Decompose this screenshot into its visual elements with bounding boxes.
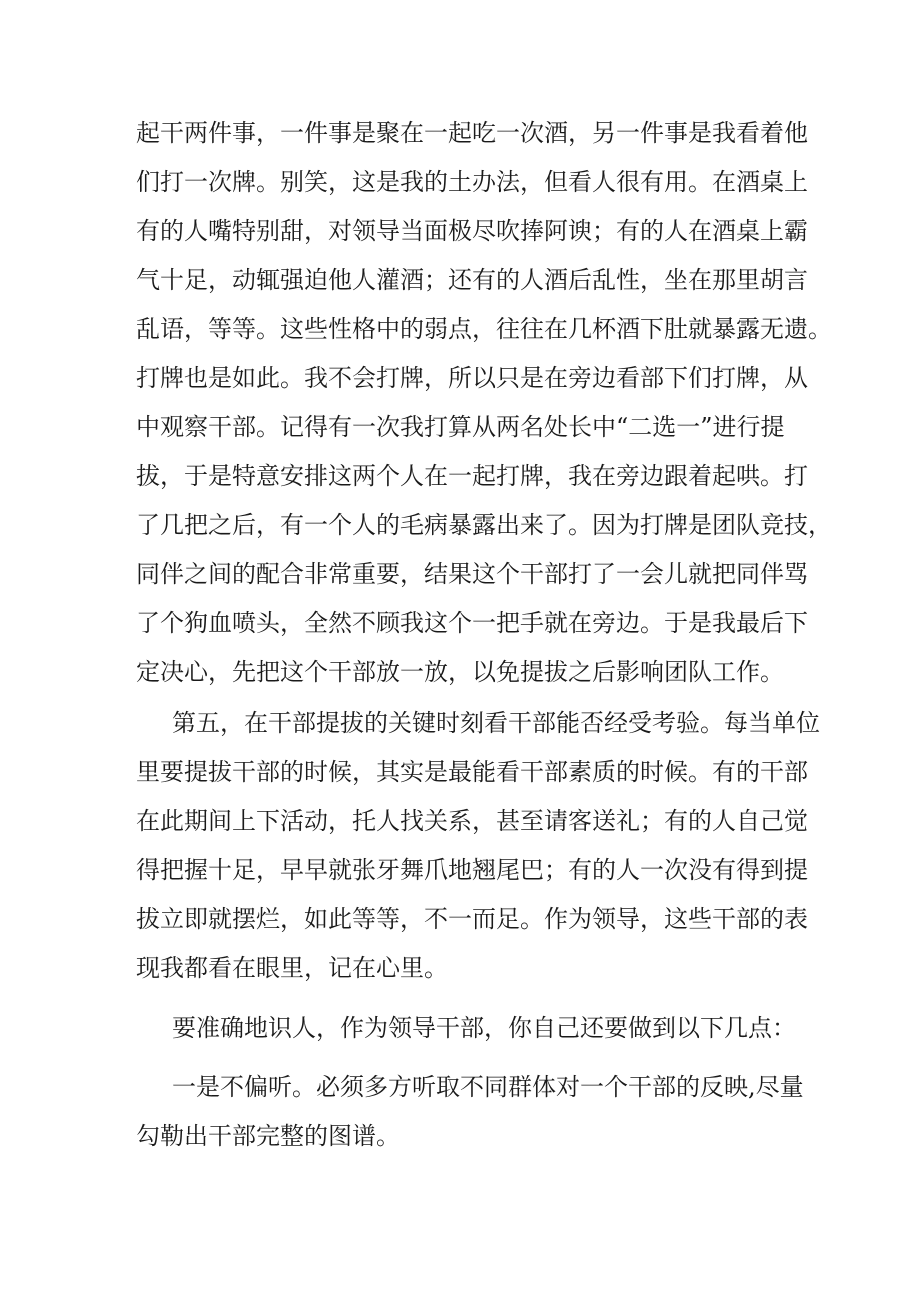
paragraph-4-line-2: 勾勒出干部完整的图谱。 xyxy=(136,1122,400,1150)
paragraph-1-line-9: 了几把之后，有一个人的毛病暴露出来了。因为打牌是团队竞技， xyxy=(136,511,832,539)
paragraph-2-line-2: 里要提拔干部的时候，其实是最能看干部素质的时候。有的干部 xyxy=(136,758,808,786)
paragraph-1-line-11: 了个狗血喷头，全然不顾我这个一把手就在旁边。于是我最后下 xyxy=(136,609,808,637)
paragraph-1-line-6: 打牌也是如此。我不会打牌，所以只是在旁边看部下们打牌，从 xyxy=(136,364,808,392)
paragraph-2-line-3: 在此期间上下活动，托人找关系，甚至请客送礼；有的人自己觉 xyxy=(136,807,808,835)
paragraph-2-line-4: 得把握十足，早早就张牙舞爪地翘尾巴；有的人一次没有得到提 xyxy=(136,856,808,884)
paragraph-1-line-2: 们打一次牌。别笑，这是我的土办法，但看人很有用。在酒桌上 xyxy=(136,168,808,196)
paragraph-1-line-7: 中观察干部。记得有一次我打算从两名处长中“二选一”进行提 xyxy=(136,413,785,441)
paragraph-2-line-1: 第五，在干部提拔的关键时刻看干部能否经受考验。每当单位 xyxy=(172,709,820,737)
paragraph-2-line-5: 拔立即就摆烂，如此等等，不一而足。作为领导，这些干部的表 xyxy=(136,905,808,933)
paragraph-1-line-10: 同伴之间的配合非常重要，结果这个干部打了一会儿就把同伴骂 xyxy=(136,560,808,588)
paragraph-1-line-5: 乱语，等等。这些性格中的弱点，往往在几杯酒下肚就暴露无遗。 xyxy=(136,315,832,343)
paragraph-1-line-1: 起干两件事，一件事是聚在一起吃一次酒，另一件事是我看着他 xyxy=(136,119,808,147)
paragraph-2-line-6: 现我都看在眼里，记在心里。 xyxy=(136,954,448,982)
paragraph-1-line-8: 拔，于是特意安排这两个人在一起打牌，我在旁边跟着起哄。打 xyxy=(136,462,808,490)
paragraph-1-line-3: 有的人嘴特别甜，对领导当面极尽吹捧阿谀；有的人在酒桌上霸 xyxy=(136,217,808,245)
paragraph-1-line-4: 气十足，动辄强迫他人灌酒；还有的人酒后乱性，坐在那里胡言 xyxy=(136,266,808,294)
paragraph-3-line-1: 要准确地识人，作为领导干部，你自己还要做到以下几点： xyxy=(172,1014,796,1042)
paragraph-4-line-1: 一是不偏听。必须多方听取不同群体对一个干部的反映,尽量 xyxy=(172,1073,804,1101)
paragraph-1-line-12: 定决心，先把这个干部放一放，以免提拔之后影响团队工作。 xyxy=(136,658,784,686)
